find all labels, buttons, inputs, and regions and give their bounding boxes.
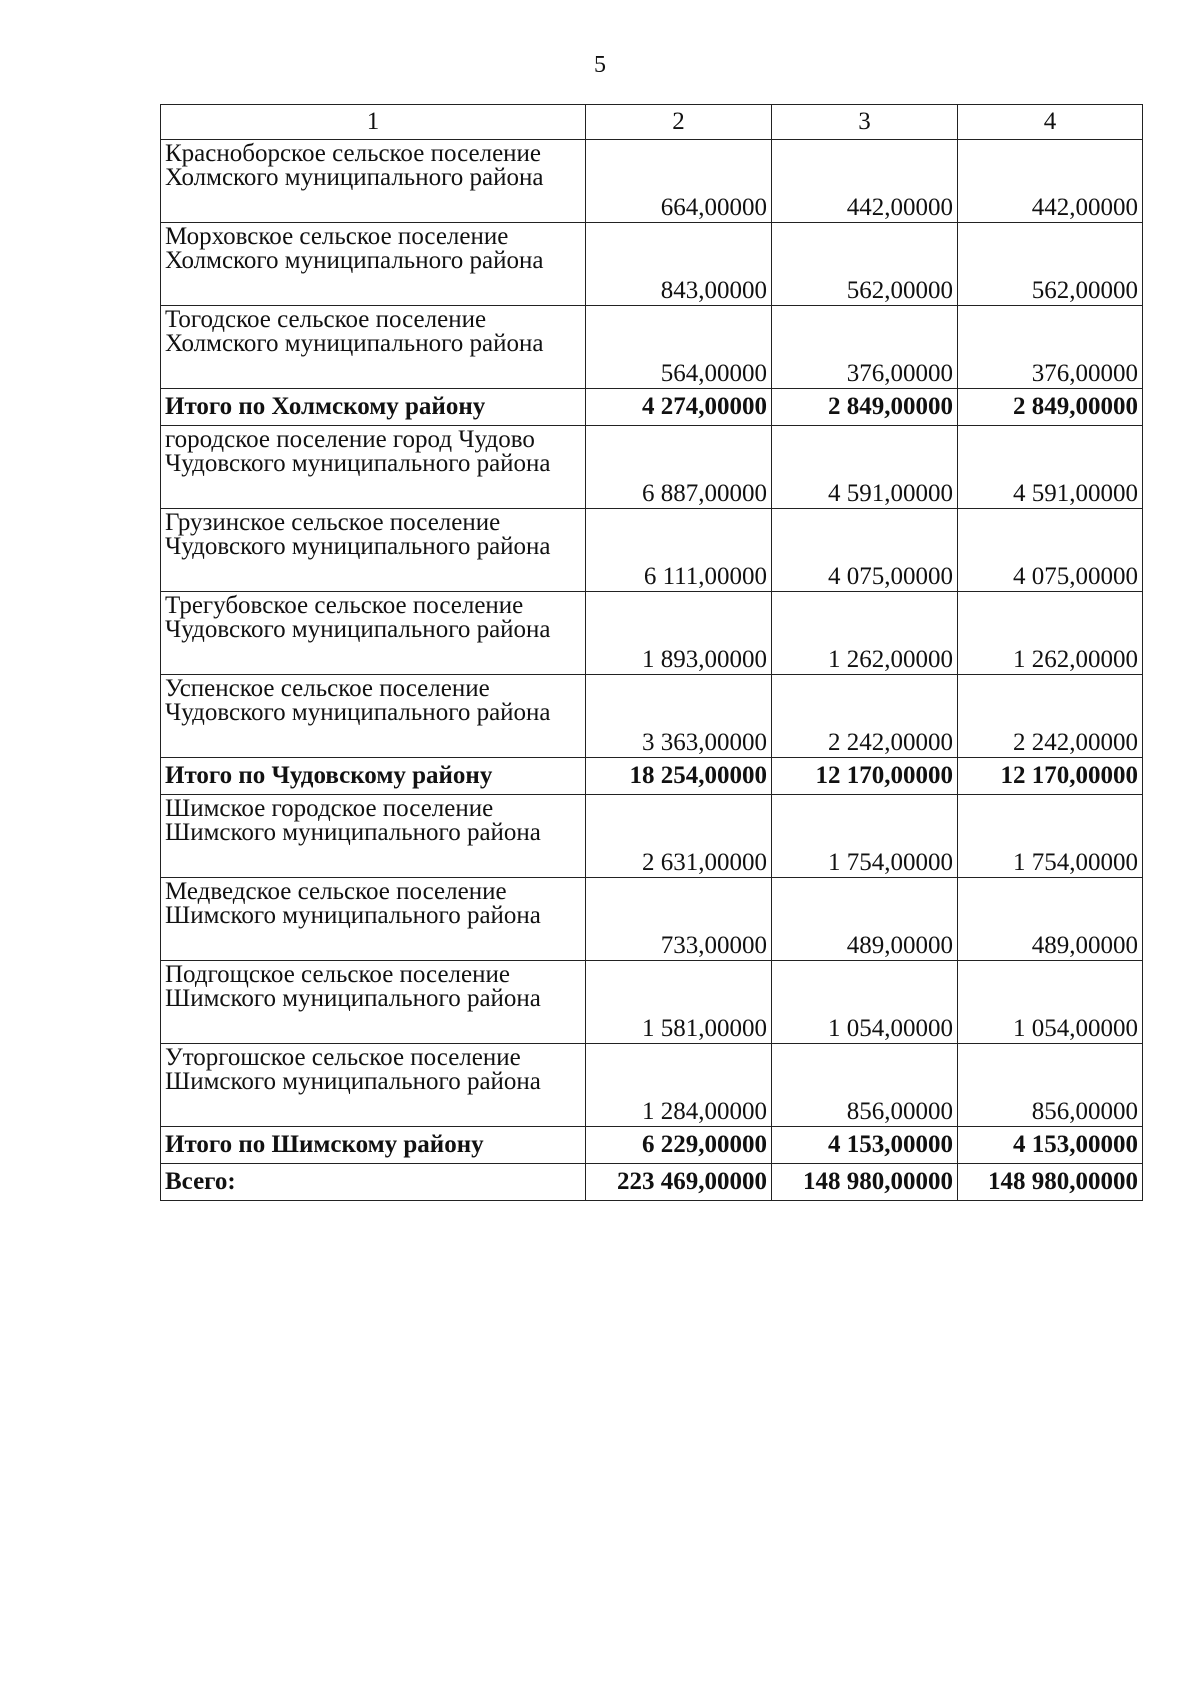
settlement-name-cell: Всего:	[161, 1164, 586, 1201]
value-cell-col-3: 1 054,00000	[772, 961, 958, 1044]
column-header-1: 1	[161, 105, 586, 140]
value-cell-col-3: 4 153,00000	[772, 1127, 958, 1164]
value-cell-col-2: 1 893,00000	[586, 592, 772, 675]
value-cell-col-4: 1 054,00000	[958, 961, 1143, 1044]
value-cell-col-2: 1 581,00000	[586, 961, 772, 1044]
value-cell-col-2: 6 111,00000	[586, 509, 772, 592]
value-cell-col-4: 4 591,00000	[958, 426, 1143, 509]
settlement-name-cell: Морховское сельское поселение Холмского муниципального района	[161, 223, 586, 306]
value-cell-col-2: 843,00000	[586, 223, 772, 306]
value-cell-col-4: 2 242,00000	[958, 675, 1143, 758]
value-cell-col-3: 489,00000	[772, 878, 958, 961]
value-cell-col-4: 148 980,00000	[958, 1164, 1143, 1201]
total-row	[161, 389, 1143, 426]
value-cell-col-3: 562,00000	[772, 223, 958, 306]
value-cell-col-3: 4 591,00000	[772, 426, 958, 509]
table-row	[161, 592, 1143, 675]
settlement-name-cell: Итого по Холмскому району	[161, 389, 586, 426]
table-row	[161, 795, 1143, 878]
table-body	[161, 140, 1143, 1201]
header-row	[161, 105, 1143, 140]
value-cell-col-4: 442,00000	[958, 140, 1143, 223]
settlement-name-cell: Трегубовское сельское поселение Чудовского муниципального района	[161, 592, 586, 675]
value-cell-col-2: 733,00000	[586, 878, 772, 961]
settlement-name-cell: Итого по Чудовскому району	[161, 758, 586, 795]
value-cell-col-2: 564,00000	[586, 306, 772, 389]
value-cell-col-4: 2 849,00000	[958, 389, 1143, 426]
settlement-name-cell: Уторгошское сельское поселение Шимского муниципального района	[161, 1044, 586, 1127]
table-row	[161, 961, 1143, 1044]
value-cell-col-2: 4 274,00000	[586, 389, 772, 426]
total-row	[161, 758, 1143, 795]
settlement-name-cell: Итого по Шимскому району	[161, 1127, 586, 1164]
page-number: 5	[594, 52, 606, 78]
value-cell-col-3: 2 242,00000	[772, 675, 958, 758]
value-cell-col-3: 1 754,00000	[772, 795, 958, 878]
column-header-3: 3	[772, 105, 958, 140]
settlement-name-cell: Грузинское сельское поселение Чудовского муниципального района	[161, 509, 586, 592]
value-cell-col-3: 856,00000	[772, 1044, 958, 1127]
value-cell-col-4: 376,00000	[958, 306, 1143, 389]
value-cell-col-3: 148 980,00000	[772, 1164, 958, 1201]
settlement-name-cell: Успенское сельское поселение Чудовского муниципального района	[161, 675, 586, 758]
value-cell-col-2: 3 363,00000	[586, 675, 772, 758]
budget-table	[160, 104, 1143, 1201]
table-row	[161, 223, 1143, 306]
table-row	[161, 1044, 1143, 1127]
table-row	[161, 306, 1143, 389]
settlement-name-cell: Тогодское сельское поселение Холмского муниципального района	[161, 306, 586, 389]
settlement-name-cell: Медведское сельское поселение Шимского муниципального района	[161, 878, 586, 961]
value-cell-col-3: 4 075,00000	[772, 509, 958, 592]
table-row	[161, 878, 1143, 961]
value-cell-col-2: 223 469,00000	[586, 1164, 772, 1201]
value-cell-col-2: 1 284,00000	[586, 1044, 772, 1127]
table-row	[161, 509, 1143, 592]
value-cell-col-3: 12 170,00000	[772, 758, 958, 795]
value-cell-col-2: 18 254,00000	[586, 758, 772, 795]
value-cell-col-2: 2 631,00000	[586, 795, 772, 878]
settlement-name-cell: Красноборское сельское поселение Холмского муниципального района	[161, 140, 586, 223]
value-cell-col-4: 856,00000	[958, 1044, 1143, 1127]
table-row	[161, 140, 1143, 223]
value-cell-col-4: 12 170,00000	[958, 758, 1143, 795]
table-row	[161, 675, 1143, 758]
value-cell-col-2: 6 887,00000	[586, 426, 772, 509]
value-cell-col-4: 562,00000	[958, 223, 1143, 306]
value-cell-col-3: 1 262,00000	[772, 592, 958, 675]
total-row	[161, 1164, 1143, 1201]
value-cell-col-4: 4 075,00000	[958, 509, 1143, 592]
value-cell-col-3: 442,00000	[772, 140, 958, 223]
settlement-name-cell: Подгощское сельское поселение Шимского муниципального района	[161, 961, 586, 1044]
value-cell-col-4: 4 153,00000	[958, 1127, 1143, 1164]
value-cell-col-2: 664,00000	[586, 140, 772, 223]
column-header-2: 2	[586, 105, 772, 140]
value-cell-col-4: 1 754,00000	[958, 795, 1143, 878]
settlement-name-cell: Шимское городское поселение Шимского муниципального района	[161, 795, 586, 878]
table-row	[161, 426, 1143, 509]
value-cell-col-4: 1 262,00000	[958, 592, 1143, 675]
total-row	[161, 1127, 1143, 1164]
value-cell-col-3: 376,00000	[772, 306, 958, 389]
value-cell-col-2: 6 229,00000	[586, 1127, 772, 1164]
value-cell-col-3: 2 849,00000	[772, 389, 958, 426]
value-cell-col-4: 489,00000	[958, 878, 1143, 961]
column-header-4: 4	[958, 105, 1143, 140]
table-header	[161, 105, 1143, 140]
settlement-name-cell: городское поселение город Чудово Чудовского муниципального района	[161, 426, 586, 509]
